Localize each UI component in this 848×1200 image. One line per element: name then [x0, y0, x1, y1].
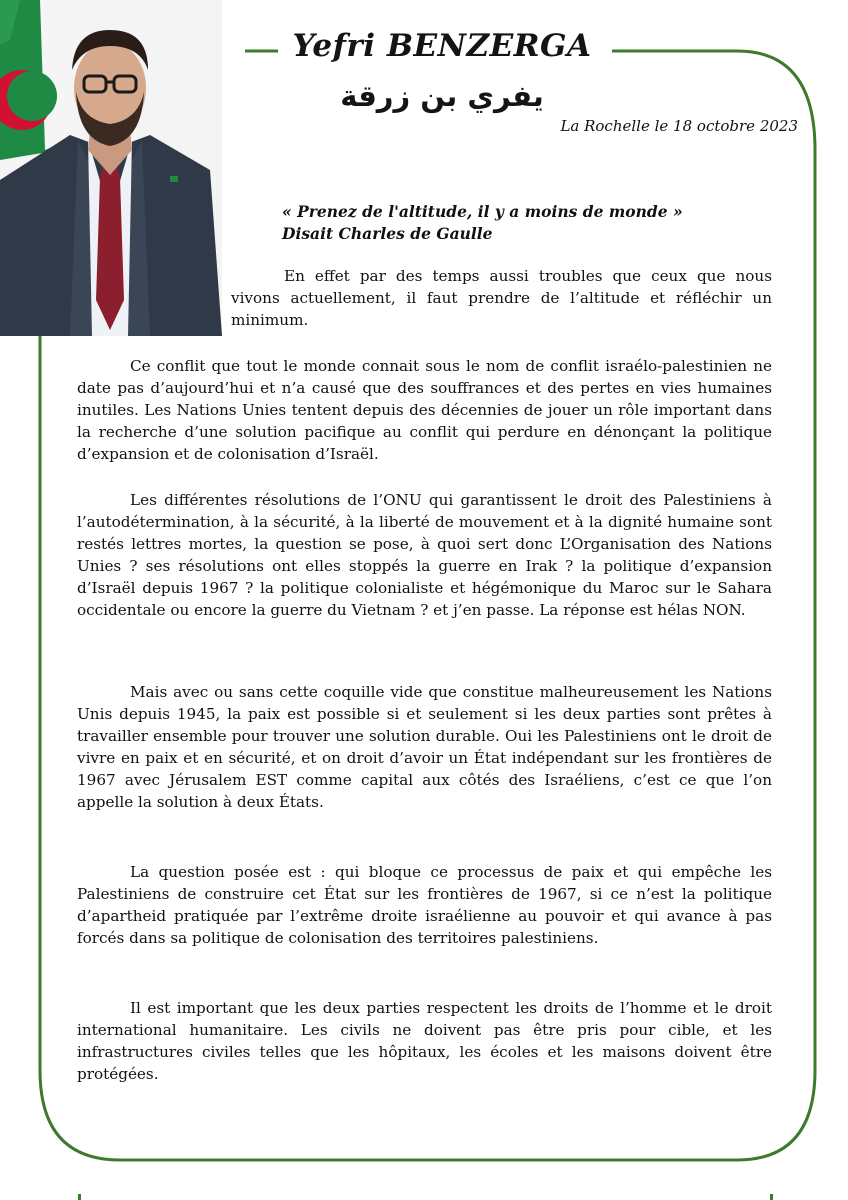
paragraph-6: Il est important que les deux parties respectent les droits de l’homme et le droit international humanitaire. Les civils ne doivent pas être pris pour cible, et les infrastructures civiles telles que les hôpitaux, les écoles et les maisons doivent être protégées.	[77, 999, 772, 1083]
footer-mark-left	[78, 1194, 81, 1200]
paragraph-3: Les différentes résolutions de l’ONU qui garantissent le droit des Palestiniens à l’autodétermination, à la sécurité, à la liberté de mouvement et à la dignité humaine sont restés lettres mortes, la question se pose, à quoi sert donc L’Organisation des Nations Unies ? ses résolutions ont elles stoppés la guerre en Irak ? la politique d’expansion d’Israël depuis 1967 ? la politique colonialiste et hégémonique du Maroc sur le Sahara occidentale ou encore la guerre du Vietnam ? et j’en passe. La réponse est hélas NON.	[77, 491, 772, 619]
place-date: La Rochelle le 18 octobre 2023	[560, 117, 798, 135]
author-name-arabic: يفري بن زرقة	[340, 79, 544, 113]
paragraph-4: Mais avec ou sans cette coquille vide que constitue malheureusement les Nations Unis depuis 1945, la paix est possible si et seulement si les deux parties sont prêtes à travailler ensemble pour trouver une solution durable. Oui les Palestiniens ont le droit de vivre en paix et en sécurité, et on droit d’avoir un État indépendant sur les frontières de 1967 avec Jérusalem EST comme capital aux côtés des Israéliens, c’est ce que l’on appelle la solution à deux États.	[77, 683, 772, 811]
footer-mark-right	[770, 1194, 773, 1200]
author-name: Yefri BENZERGA	[292, 28, 592, 64]
paragraph-5: La question posée est : qui bloque ce processus de paix et qui empêche les Palestiniens de construire cet État sur les frontières de 1967, si ce n’est la politique d’apartheid pratiquée par l’extrême droite israélienne au pouvoir et qui avance à pas forcés dans sa politique de colonisation des territoires palestiniens.	[77, 863, 772, 947]
quote-text: « Prenez de l'altitude, il y a moins de monde »	[282, 202, 683, 221]
quote-attribution: Disait Charles de Gaulle	[282, 224, 493, 243]
opening-quote	[282, 201, 782, 245]
paragraph-2: Ce conflit que tout le monde connait sous le nom de conflit israélo-palestinien ne date pas d’aujourd’hui et n’a causé que des souffrances et des pertes en vies humaines inutiles. Les Nations Unies tentent depuis des décennies de jouer un rôle important dans la recherche d’une solution pacifique au conflit qui perdure en dénonçant la politique d’expansion et de colonisation d’Israël.	[77, 357, 772, 463]
portrait-photo	[0, 0, 222, 336]
paragraph-1: En effet par des temps aussi troubles que ceux que nous vivons actuellement, il faut prendre de l’altitude et réfléchir un minimum.	[231, 267, 772, 329]
